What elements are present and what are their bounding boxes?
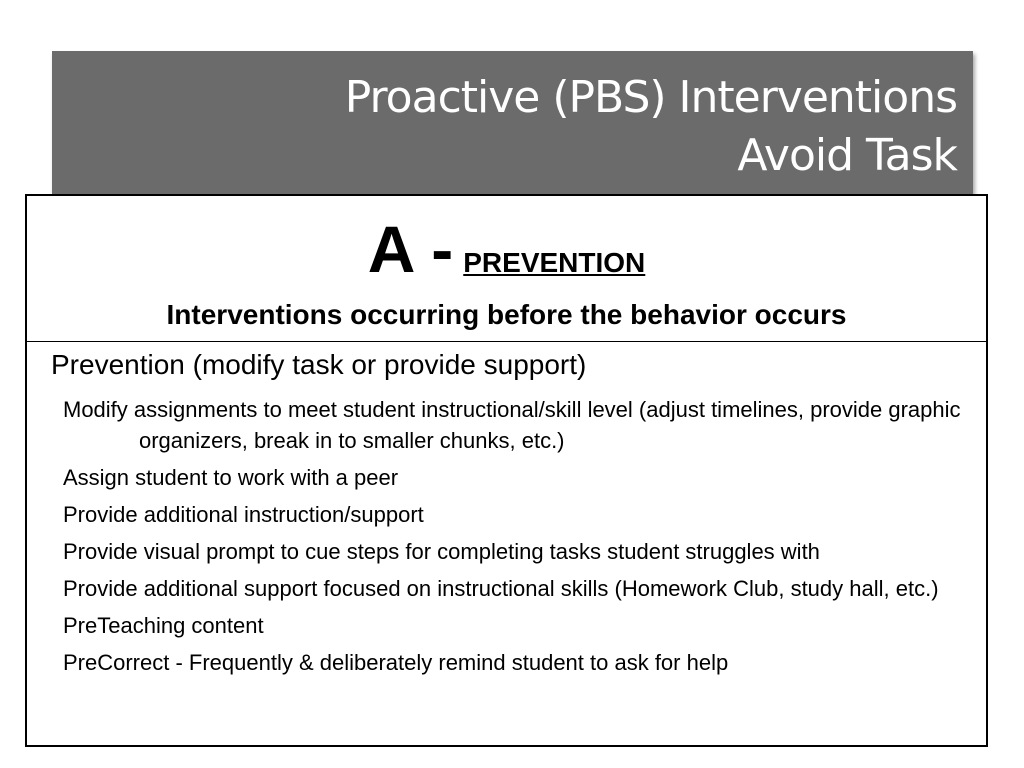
list-item: Provide visual prompt to cue steps for completing tasks student struggles with (63, 539, 820, 564)
section-heading: Prevention (modify task or provide support) (51, 349, 587, 380)
list-item: Modify assignments to meet student instructional/skill level (adjust timelines, provide graphic organizers, break in to smaller chunks, etc.) (63, 397, 961, 453)
slide-title (345, 69, 957, 185)
list-item: Assign student to work with a peer (63, 465, 399, 490)
list-item: Provide additional instruction/support (63, 502, 424, 527)
header-heading (27, 214, 986, 284)
prevention-header (27, 196, 986, 342)
title-line-2: Avoid Task (737, 130, 957, 181)
title-bar (52, 51, 973, 204)
intervention-list (63, 394, 983, 684)
list-item: PreCorrect - Frequently & deliberately remind student to ask for help (63, 650, 729, 675)
list-item: Provide additional support focused on instructional skills (Homework Club, study hall, etc.) (63, 576, 939, 601)
list-item: PreTeaching content (63, 613, 264, 638)
header-subtitle: Interventions occurring before the behavior occurs (166, 299, 847, 330)
content-box (25, 194, 988, 747)
header-letter: A - (367, 212, 454, 286)
header-label: PREVENTION (463, 247, 646, 278)
title-line-1: Proactive (PBS) Interventions (344, 72, 957, 123)
